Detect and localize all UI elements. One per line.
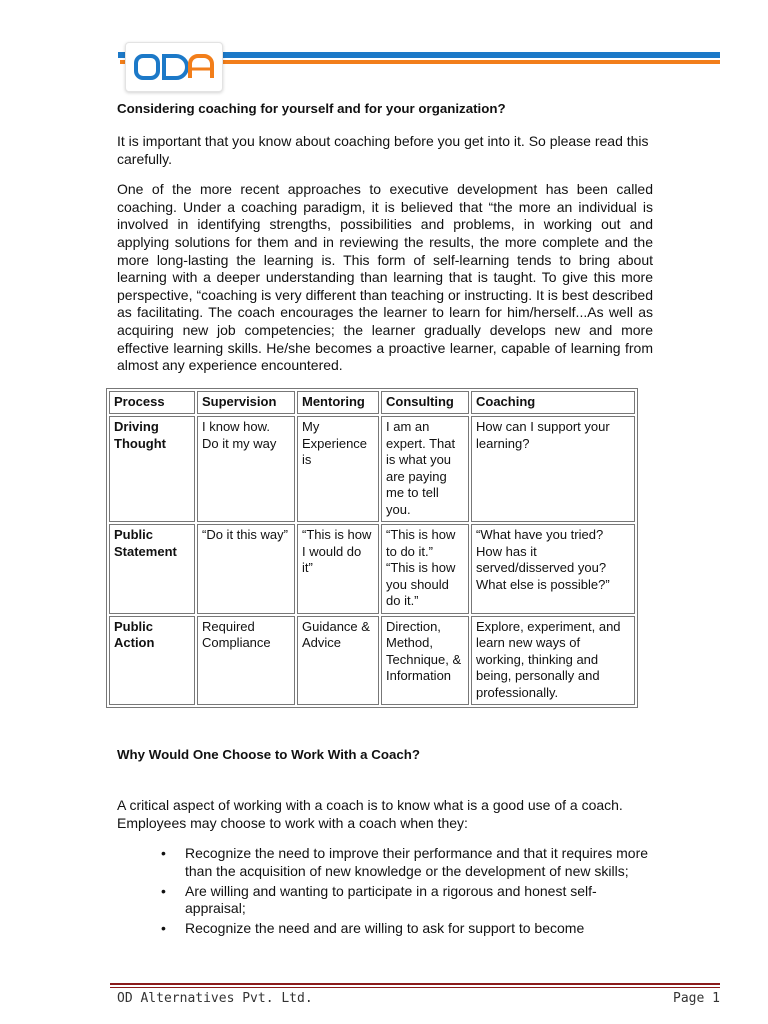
reasons-list — [117, 845, 653, 937]
list-item-text: Are willing and wanting to participate in a rigorous and honest self-appraisal; — [185, 882, 597, 917]
page-number: Page 1 — [673, 991, 720, 1006]
list-item — [161, 882, 653, 918]
table-row — [109, 616, 635, 706]
section-heading: Why Would One Choose to Work With a Coach? — [117, 747, 420, 763]
table-cell: I am an expert. That is what you are paying me to tell you. — [381, 416, 469, 522]
row-label: Public Action — [109, 616, 195, 706]
list-item — [161, 845, 653, 880]
table-row — [109, 524, 635, 614]
footer-rule-thin — [110, 987, 720, 988]
table-cell: Guidance & Advice — [297, 616, 379, 706]
oda-logo — [125, 42, 223, 92]
footer-company: OD Alternatives Pvt. Ltd. — [117, 991, 313, 1006]
table-cell: “This is how to do it.” “This is how you should do it.” — [381, 524, 469, 614]
list-item-text: Recognize the need and are willing to ask for support to become — [185, 919, 585, 936]
coaching-paragraph: One of the more recent approaches to executive development has been called coaching. Under a coaching paradigm, it is believed that “the more an individual is involved in identifying strengths, possibilities and problems, in working out and applying solutions for them and in reviewing the results, the more complete and the more long-lasting the learning is. This form of self-learning tends to bring about learning with a deeper understanding than learning that is taught. To give this more perspective, “coaching is very different than teaching or instructing. It is best described as facilitating. The coach encourages the learner to learn for him/herself...As well as acquiring new job competencies; the learner gradually develops new and more effective learning skills. He/she becomes a proactive learner, capable of learning from almost any experience encountered. — [117, 181, 653, 374]
table-row — [109, 416, 635, 522]
document-body — [114, 92, 653, 939]
comparison-table — [106, 388, 638, 709]
table-header-cell: Coaching — [471, 391, 635, 415]
list-item — [161, 919, 653, 938]
bullet-icon: • — [161, 882, 166, 899]
row-label: Driving Thought — [109, 416, 195, 522]
footer-rule — [110, 983, 720, 985]
page-heading: Considering coaching for yourself and for your organization? — [117, 101, 506, 116]
table-cell: “Do it this way” — [197, 524, 295, 614]
table-cell: “This is how I would do it” — [297, 524, 379, 614]
coach-usage-paragraph: A critical aspect of working with a coach is to know what is a good use of a coach. Employees may choose to work with a coach when they: — [117, 797, 623, 831]
table-header-row — [109, 391, 635, 415]
table-header-cell: Supervision — [197, 391, 295, 415]
row-label: Public Statement — [109, 524, 195, 614]
table-cell: Explore, experiment, and learn new ways of working, thinking and being, personally and professionally. — [471, 616, 635, 706]
bullet-icon: • — [161, 919, 166, 936]
table-cell: How can I support your learning? — [471, 416, 635, 522]
table-cell: “What have you tried? How has it served/disserved you? What else is possible?” — [471, 524, 635, 614]
table-cell: Required Compliance — [197, 616, 295, 706]
table-header-cell: Mentoring — [297, 391, 379, 415]
table-cell: Direction, Method, Technique, & Information — [381, 616, 469, 706]
bullet-icon: • — [161, 845, 166, 862]
intro-paragraph: It is important that you know about coaching before you get into it. So please read this carefully. — [117, 133, 649, 167]
table-cell: I know how. Do it my way — [197, 416, 295, 522]
page-header — [0, 0, 768, 100]
table-header-cell: Consulting — [381, 391, 469, 415]
list-item-text: Recognize the need to improve their performance and that it requires more than the acquisition of new knowledge or the development of new skills; — [185, 845, 649, 879]
table-header-cell: Process — [109, 391, 195, 415]
table-cell: My Experience is — [297, 416, 379, 522]
oda-logo-icon — [134, 52, 214, 82]
